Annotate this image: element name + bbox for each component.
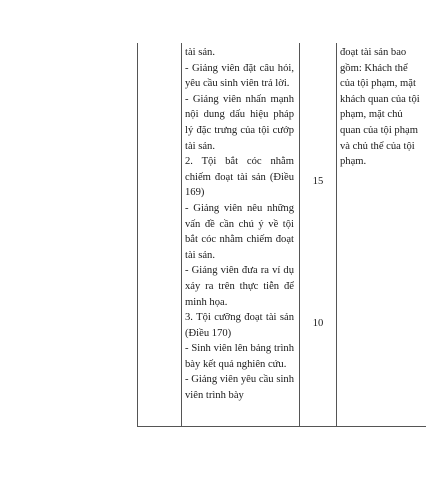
outcome-line: gồm: Khách thể xyxy=(340,62,408,74)
main-paragraph: tài sản. xyxy=(185,47,216,58)
table-border-bottom xyxy=(137,426,426,427)
table-divider-2 xyxy=(299,43,300,427)
time-value-10: 10 xyxy=(312,318,324,329)
main-paragraph: - Giảng viên nêu những vấn đề cần chú ý về tội bắt cóc nhằm chiếm đoạt tài sản. xyxy=(185,202,294,261)
outcome-line: quan của tội phạm xyxy=(340,124,418,136)
outcome-line: phạm. xyxy=(340,156,367,168)
table-divider-1 xyxy=(181,43,182,427)
section-heading: 2. Tội bắt cóc nhằm chiếm đoạt tài sản (Điều 169) xyxy=(185,156,294,199)
main-paragraph: - Giảng viên yêu cầu sinh viên trình bày xyxy=(185,374,294,402)
main-paragraph: - Giảng viên nhấn mạnh nội dung dấu hiệu pháp lý đặc trưng của tội cướp tài sản. xyxy=(185,93,294,152)
content-table xyxy=(137,43,426,427)
main-paragraph: - Giảng viên đặt câu hỏi, yêu cầu sinh viên trả lời. xyxy=(185,62,294,90)
outcome-line: phạm, mặt chủ xyxy=(340,109,403,121)
table-divider-3 xyxy=(336,43,337,427)
main-paragraph: - Sinh viên lên bảng trình bày kết quả nghiên cứu. xyxy=(185,343,294,370)
activities-cell xyxy=(185,45,294,404)
section-heading: 3. Tội cưỡng đoạt tài sản (Điều 170) xyxy=(185,312,294,339)
outcome-line: và chủ thể của tội xyxy=(340,140,415,152)
time-value-15: 15 xyxy=(312,176,324,187)
outcome-line: của tội phạm, mặt xyxy=(340,78,416,90)
table-border-left xyxy=(137,43,138,427)
outcome-line: khách quan của tội xyxy=(340,93,420,105)
outcome-cell xyxy=(340,45,426,170)
outcome-line: đoạt tài sản bao xyxy=(340,47,407,58)
main-paragraph: - Giảng viên đưa ra ví dụ xảy ra trên thực tiễn để minh họa. xyxy=(185,265,294,308)
